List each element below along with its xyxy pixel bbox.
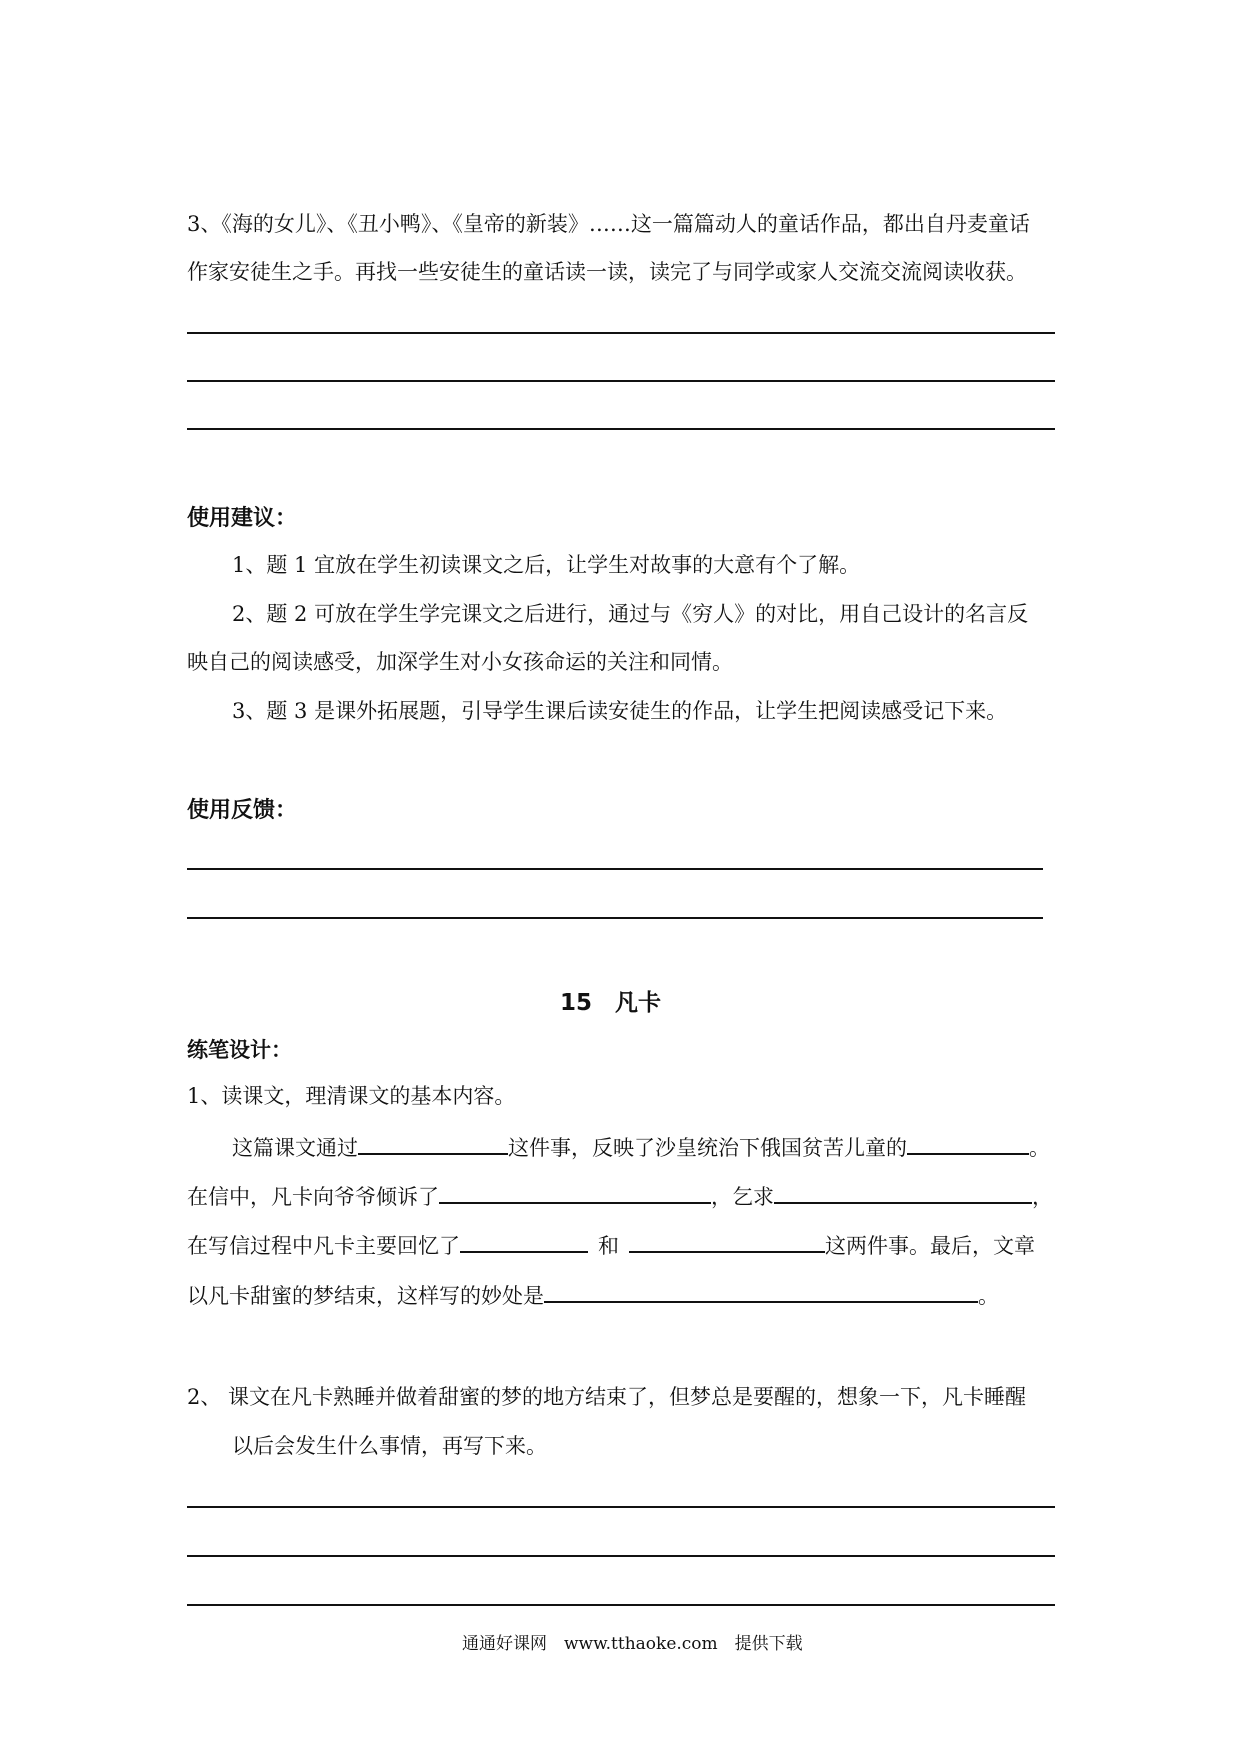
answer-line (187, 1604, 1055, 1606)
answer-line (187, 428, 1055, 430)
q1-line4 (187, 1279, 999, 1310)
q1-text: 在信中，凡卡向爷爷倾诉了 (187, 1185, 439, 1209)
q1-text: 在写信过程中凡卡主要回忆了 (187, 1234, 460, 1258)
answer-line (187, 380, 1055, 382)
q1-line3 (187, 1229, 1035, 1260)
suggestion-item-2-line2: 映自己的阅读感受，加深学生对小女孩命运的关注和同情。 (187, 650, 733, 674)
q1-text: 和 (598, 1234, 619, 1258)
lesson-title: 15 凡卡 (560, 990, 662, 1016)
suggestion-item-3: 3、题 3 是课外拓展题，引导学生课后读安徒生的作品，让学生把阅读感受记下来。 (232, 699, 1008, 723)
fill-blank[interactable] (544, 1279, 978, 1303)
q1-text: 这两件事。最后，文章 (825, 1234, 1035, 1258)
q1-text: ，乞求 (711, 1185, 774, 1209)
feedback-heading: 使用反馈： (187, 798, 298, 823)
fill-blank[interactable] (439, 1180, 711, 1204)
q3-line1: 3、《海的女儿》、《丑小鸭》、《皇帝的新装》……这一篇篇动人的童话作品，都出自丹麦童话 (187, 212, 1030, 236)
fill-blank[interactable] (460, 1229, 588, 1253)
q2-line1: 2、 课文在凡卡熟睡并做着甜蜜的梦的地方结束了，但梦总是要醒的，想象一下，凡卡睡醒 (187, 1385, 1027, 1409)
q1-line2 (187, 1180, 1053, 1211)
fill-blank[interactable] (358, 1131, 508, 1155)
footer-text: 通通好课网 www.tthaoke.com 提供下载 (462, 1634, 803, 1654)
q3-line2: 作家安徒生之手。再找一些安徒生的童话读一读，读完了与同学或家人交流交流阅读收获。 (187, 260, 1027, 284)
answer-line (187, 1555, 1055, 1557)
q1-text: 这篇课文通过 (232, 1136, 358, 1160)
q2-line2: 以后会发生什么事情，再写下来。 (232, 1434, 547, 1458)
q1-prompt: 1、读课文，理清课文的基本内容。 (187, 1084, 516, 1108)
q1-text: 。 (1029, 1136, 1050, 1160)
feedback-line (187, 868, 1043, 870)
q1-text: 这件事，反映了沙皇统治下俄国贫苦儿童的 (508, 1136, 907, 1160)
suggestions-heading: 使用建议： (187, 506, 298, 531)
fill-blank[interactable] (907, 1131, 1029, 1155)
q1-line1 (232, 1131, 1050, 1162)
suggestion-item-1: 1、题 1 宜放在学生初读课文之后，让学生对故事的大意有个了解。 (232, 553, 861, 577)
feedback-line (187, 917, 1043, 919)
q1-text: 。 (978, 1284, 999, 1308)
practice-heading: 练笔设计： (187, 1037, 292, 1062)
answer-line (187, 1506, 1055, 1508)
answer-line (187, 332, 1055, 334)
suggestion-item-2-line1: 2、题 2 可放在学生学完课文之后进行，通过与《穷人》的对比，用自己设计的名言反 (232, 602, 1029, 626)
q1-text: ， (1032, 1185, 1053, 1209)
q1-text: 以凡卡甜蜜的梦结束，这样写的妙处是 (187, 1284, 544, 1308)
fill-blank[interactable] (774, 1180, 1032, 1204)
fill-blank[interactable] (629, 1229, 825, 1253)
